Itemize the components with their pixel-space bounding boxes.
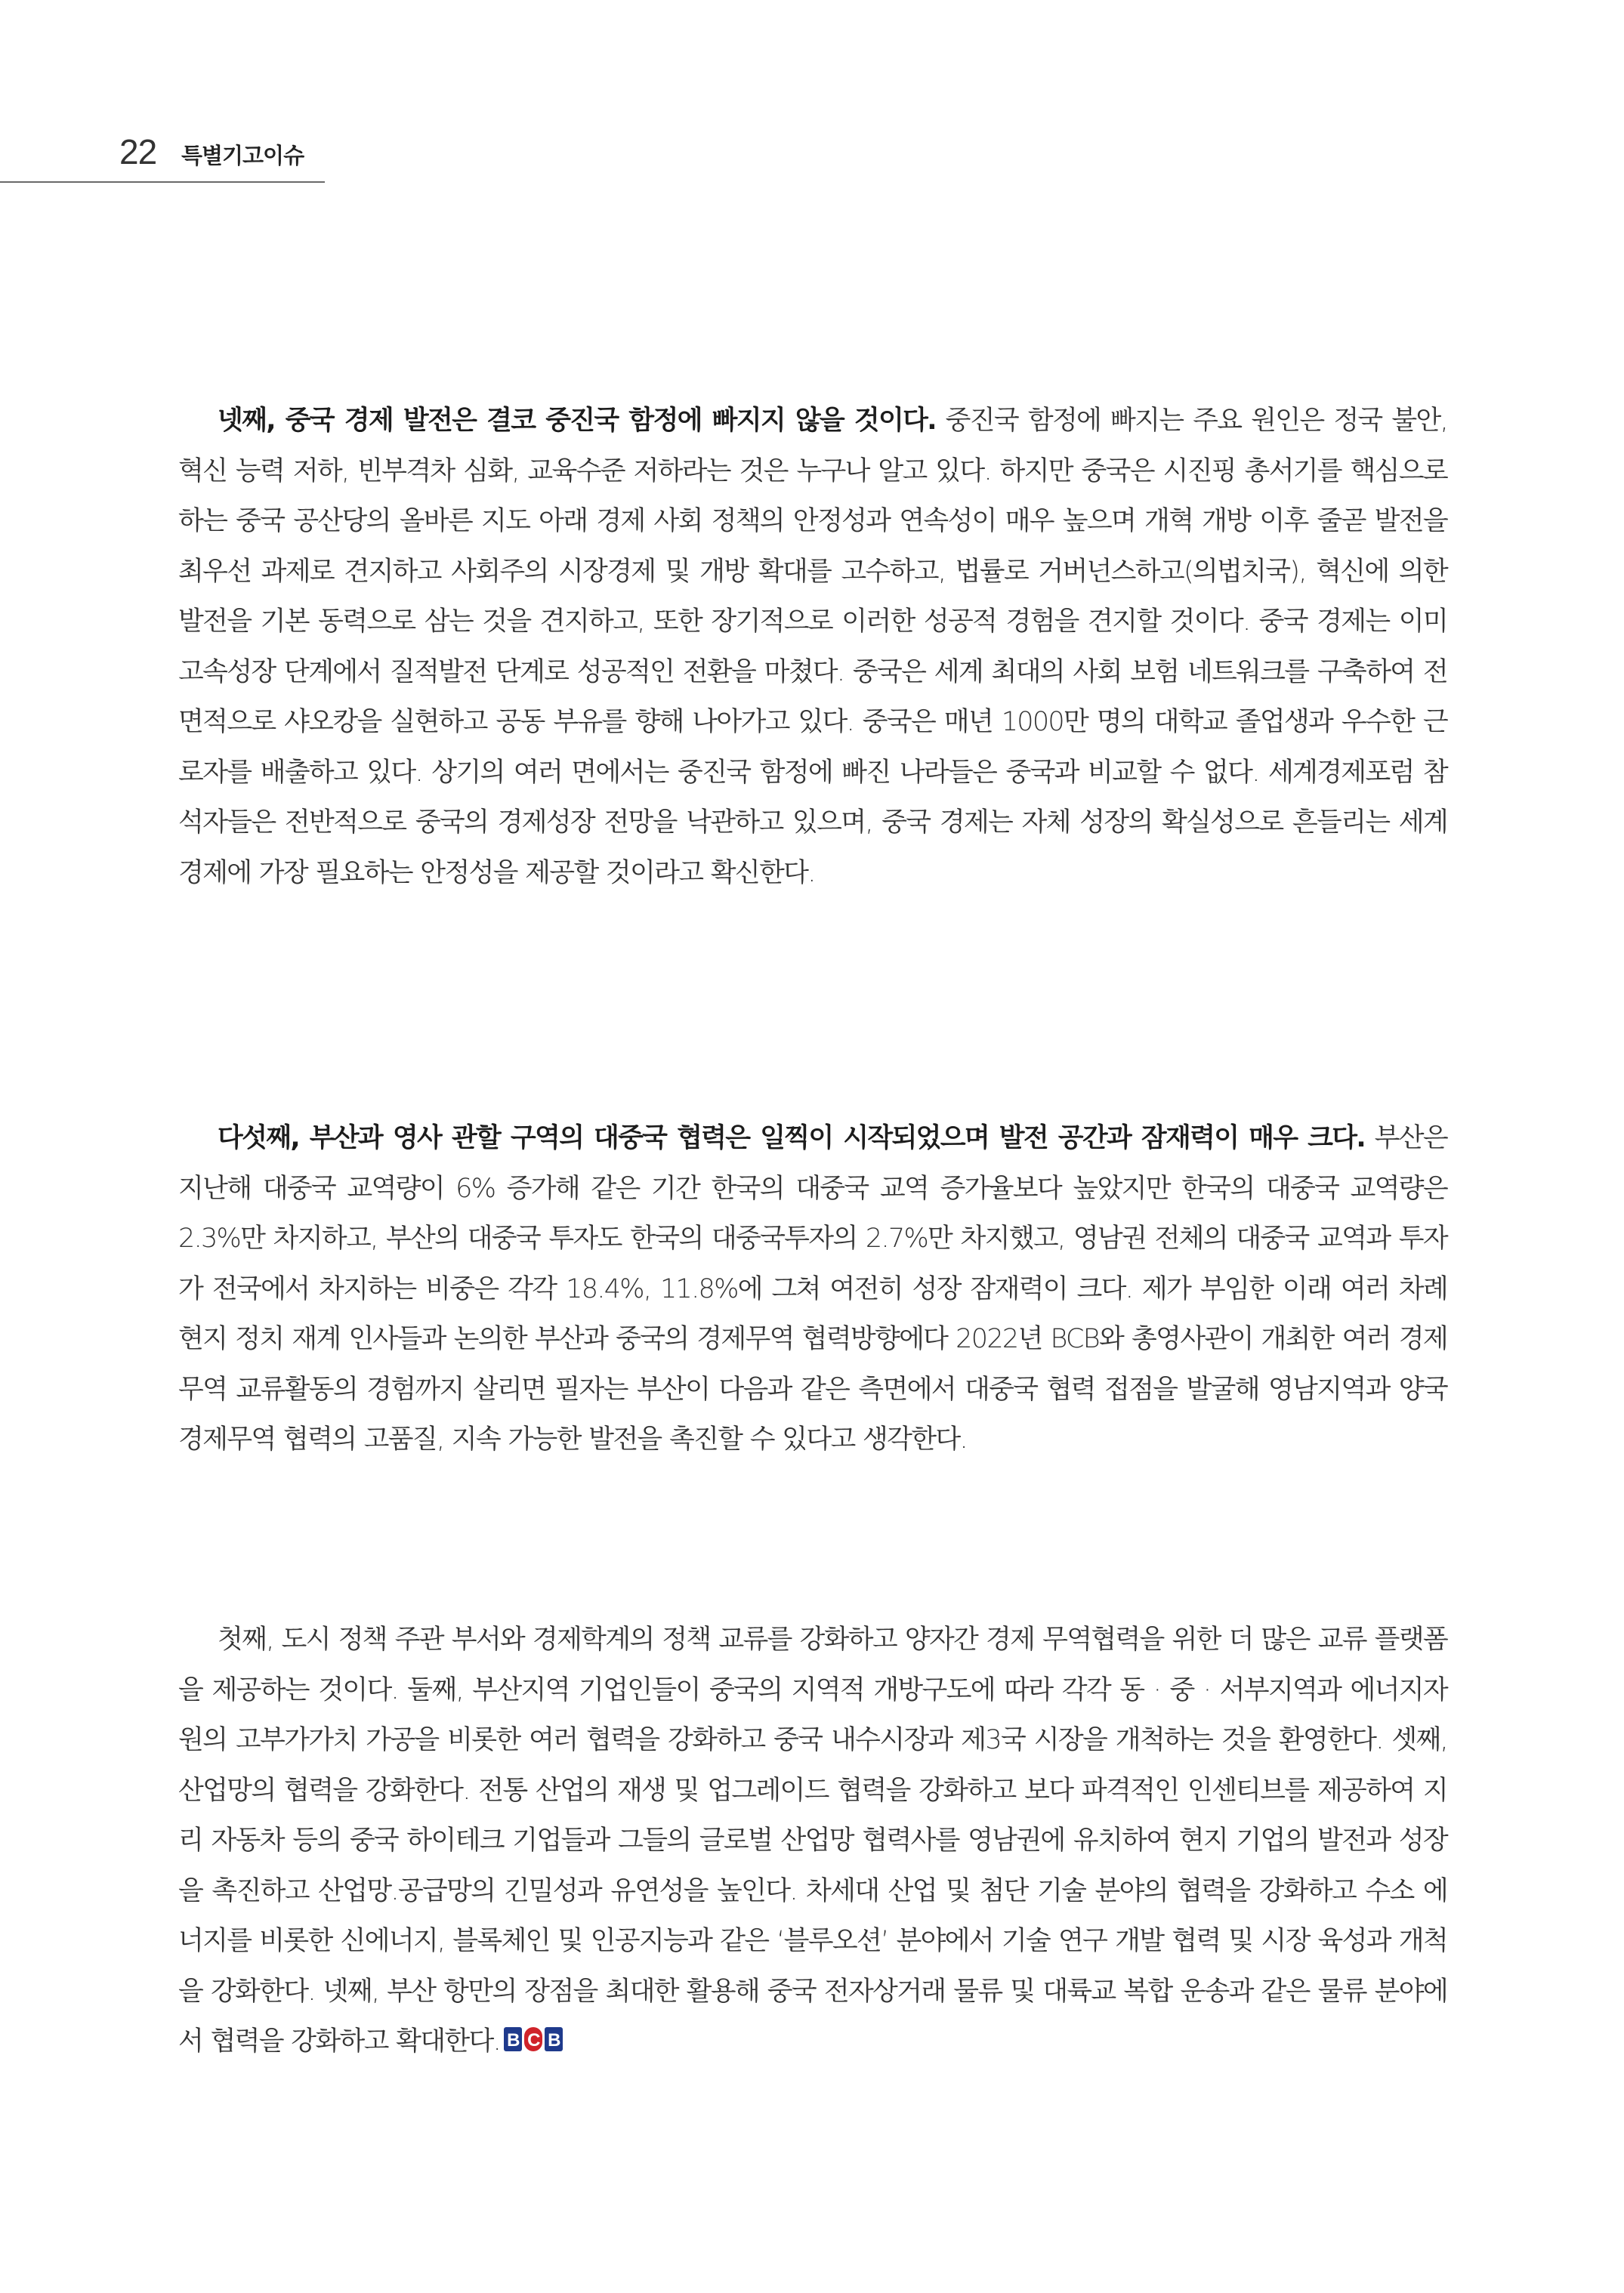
svg-text:C: C (527, 2030, 539, 2051)
article-paragraph (178, 1615, 1447, 2067)
article-paragraph (178, 1113, 1447, 1465)
paragraph-body: 부산은 지난해 대중국 교역량이 6% 증가해 같은 기간 한국의 대중국 교역 증가율보다 높았지만 한국의 대중국 교역량은 2.3%만 차지하고, 부산의 대중국 투자도 한국의 대중국투자의 2.7%만 차지했고, 영남권 전체의 대중국 교역과 투자가 전국에서 차지하는 비중은 각각 18.4%, 11.8%에 그쳐 여전히 성장 잠재력이 크다. 제가 부임한 이래 여러 차례 현지 정치 재계 인사들과 논의한 부산과 중국의 경제무역 협력방향에다 2022년 BCB와 총영사관이 개최한 여러 경제무역 교류활동의 경험까지 살리면 필자는 부산이 다음과 같은 측면에서 대중국 협력 접점을 발굴해 영남지역과 양국 경제무역 협력의 고품질, 지속 가능한 발전을 촉진할 수 있다고 생각한다. (178, 1123, 1447, 1455)
bcb-logo-letter-b1: B (507, 2030, 519, 2051)
page-header (0, 127, 325, 183)
paragraph-lead-sentence: 다섯째, 부산과 영사 관할 구역의 대중국 협력은 일찍이 시작되었으며 발전 공간과 잠재력이 매우 크다. (218, 1123, 1365, 1153)
paragraph-body: 중진국 함정에 빠지는 주요 원인은 정국 불안, 혁신 능력 저하, 빈부격차 심화, 교육수준 저하라는 것은 누구나 알고 있다. 하지만 중국은 시진핑 총서기를 핵심으로 하는 중국 공산당의 올바른 지도 아래 경제 사회 정책의 안정성과 연속성이 매우 높으며 개혁 개방 이후 줄곧 발전을 최우선 과제로 견지하고 사회주의 시장경제 및 개방 확대를 고수하고, 법률로 거버넌스하고(의법치국), 혁신에 의한 발전을 기본 동력으로 삼는 것을 견지하고, 또한 장기적으로 이러한 성공적 경험을 견지할 것이다. 중국 경제는 이미 고속성장 단계에서 질적발전 단계로 성공적인 전환을 마쳤다. 중국은 세계 최대의 사회 보험 네트워크를 구축하여 전면적으로 샤오캉을 실현하고 공동 부유를 향해 나아가고 있다. 중국은 매년 1000만 명의 대학교 졸업생과 우수한 근로자를 배출하고 있다. 상기의 여러 면에서는 중진국 함정에 빠진 나라들은 중국과 비교할 수 없다. 세계경제포럼 참석자들은 전반적으로 중국의 경제성장 전망을 낙관하고 있으며, 중국 경제는 자체 성장의 확실성으로 흔들리는 세계 경제에 가장 필요하는 안정성을 제공할 것이라고 확신한다. (178, 406, 1447, 888)
section-label: 특별기고이슈 (181, 143, 304, 168)
article-paragraph (178, 396, 1447, 898)
paragraph-body: 첫째, 도시 정책 주관 부서와 경제학계의 정책 교류를 강화하고 양자간 경제 무역협력을 위한 더 많은 교류 플랫폼을 제공하는 것이다. 둘째, 부산지역 기업인들이 중국의 지역적 개방구도에 따라 각각 동 · 중 · 서부지역과 에너지자원의 고부가가치 가공을 비롯한 여러 협력을 강화하고 중국 내수시장과 제3국 시장을 개척하는 것을 환영한다. 셋째, 산업망의 협력을 강화한다. 전통 산업의 재생 및 업그레이드 협력을 강화하고 보다 파격적인 인센티브를 제공하여 지리 자동차 등의 중국 하이테크 기업들과 그들의 글로벌 산업망 협력사를 영남권에 유치하여 현지 기업의 발전과 성장을 촉진하고 산업망.공급망의 긴밀성과 유연성을 높인다. 차세대 산업 및 첨단 기술 분야의 협력을 강화하고 수소 에너지를 비롯한 신에너지, 블록체인 및 인공지능과 같은 ‘블루오션’ 분야에서 기술 연구 개발 협력 및 시장 육성과 개척을 강화한다. 넷째, 부산 항만의 장점을 최대한 활용해 중국 전자상거래 물류 및 대륙교 복합 운송과 같은 물류 분야에서 협력을 강화하고 확대한다. (178, 1625, 1447, 2057)
page-number: 22 (119, 132, 157, 171)
bcb-end-mark-logo (503, 2026, 563, 2053)
bcb-logo-icon (503, 2026, 563, 2053)
paragraph-lead-sentence: 넷째, 중국 경제 발전은 결코 중진국 함정에 빠지지 않을 것이다. (218, 406, 936, 436)
svg-text:B: B (548, 2030, 560, 2051)
